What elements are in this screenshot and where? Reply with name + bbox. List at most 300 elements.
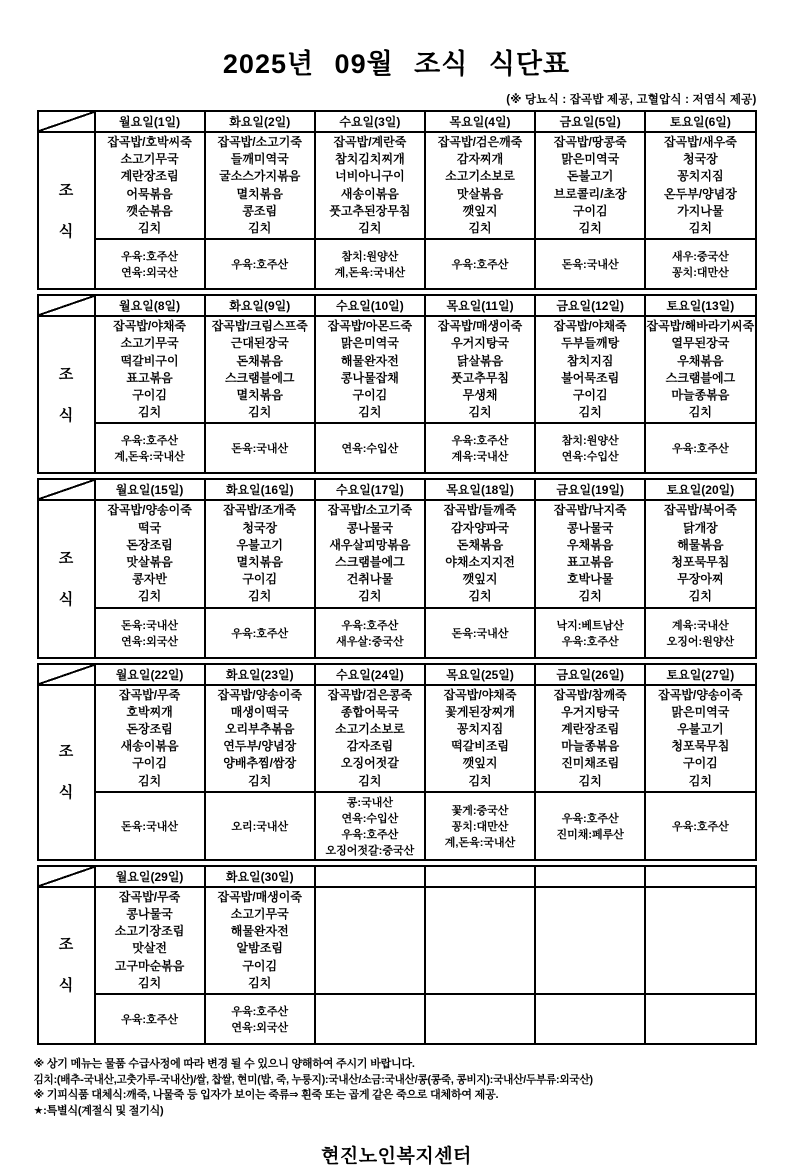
menu-item: 불어묵조림 xyxy=(561,370,620,385)
menu-item: 온두부/양념장 xyxy=(663,186,737,201)
menu-item: 구이김 xyxy=(572,388,608,403)
menu-item: 계란장조림 xyxy=(120,169,179,184)
menu-item: 양배추찜/쌈장 xyxy=(223,756,297,771)
origin-item: 연육:외국산 xyxy=(231,1022,289,1035)
menu-item: 돈채볶음 xyxy=(456,537,504,552)
menu-item: 스크램블에그 xyxy=(335,555,405,570)
week-block-5 xyxy=(37,865,757,1045)
origin-cell xyxy=(645,994,755,1044)
origin-item: 돈육:국내산 xyxy=(121,820,178,833)
menu-item: 꽁치지짐 xyxy=(456,722,504,737)
menu-item: 참치지짐 xyxy=(567,353,614,368)
footnote-origin-info: 김치:(배추-국내산,고춧가루-국내산)/쌀, 찹쌀, 현미(밥, 죽, 누룽지):국내산/소금:국내산/콩(콩죽, 콩비지):국내산/두부류:외국산) xyxy=(33,1073,593,1086)
origin-item: 계,돈육:국내산 xyxy=(334,267,406,280)
menu-item: 호박나물 xyxy=(567,572,614,587)
menu-cell xyxy=(645,500,755,607)
origin-item: 참치:원양산 xyxy=(561,435,619,448)
origin-item: 계육:국내산 xyxy=(671,619,729,632)
menu-item: 김치 xyxy=(358,405,382,420)
meal-type-char: 식 xyxy=(58,591,74,609)
menu-item: 멸치볶음 xyxy=(236,388,283,403)
menu-item: 계란장조림 xyxy=(561,722,620,737)
menu-item: 풋고추된장무침 xyxy=(329,203,411,218)
origin-item: 우육:호주산 xyxy=(451,259,509,272)
meal-type-char: 식 xyxy=(58,222,74,240)
origin-cell xyxy=(535,423,645,473)
day-header: 수요일(24일) xyxy=(315,664,425,685)
menu-item: 콩나물국 xyxy=(126,907,173,922)
menu-item: 잡곡밥/매생이죽 xyxy=(437,319,523,334)
menu-item: 잡곡밥/매생이죽 xyxy=(217,889,302,904)
origin-item: 오리:국내산 xyxy=(231,820,289,833)
menu-item: 우거지탕국 xyxy=(451,336,510,351)
menu-item: 무생채 xyxy=(462,388,498,403)
menu-cell xyxy=(315,887,425,994)
menu-item: 돈불고기 xyxy=(567,169,614,184)
menu-item: 잡곡밥/해바라기씨죽 xyxy=(646,319,755,334)
menu-cell xyxy=(95,316,205,423)
menu-item: 새송이볶음 xyxy=(340,186,399,201)
origin-cell xyxy=(315,423,425,473)
meal-plan-table xyxy=(37,110,757,1045)
origin-item: 돈육:국내산 xyxy=(121,619,178,632)
menu-cell xyxy=(95,500,205,607)
menu-item: 꽁치지짐 xyxy=(677,169,724,184)
day-header: 토요일(27일) xyxy=(645,664,755,685)
menu-item: 김치 xyxy=(137,975,162,990)
menu-item: 우채볶음 xyxy=(677,353,724,368)
menu-item: 마늘종볶음 xyxy=(561,739,620,754)
menu-item: 청포묵무침 xyxy=(671,739,730,754)
menu-item: 해물완자전 xyxy=(340,353,399,368)
footnote-menu-change: ※ 상기 메뉴는 물품 수급사정에 따라 변경 될 수 있으니 양해하여 주시기 바랍니다. xyxy=(33,1058,415,1071)
meal-type-label xyxy=(38,685,95,860)
day-header: 화요일(30일) xyxy=(205,866,315,887)
day-header: 목요일(11일) xyxy=(425,295,535,316)
origin-cell xyxy=(95,608,205,658)
week-block-4 xyxy=(37,663,757,861)
origin-cell xyxy=(205,608,315,658)
menu-cell xyxy=(645,685,755,792)
menu-item: 맛살볶음 xyxy=(456,186,504,201)
menu-item: 김치 xyxy=(358,589,382,604)
origin-cell xyxy=(315,608,425,658)
meal-type-char: 조 xyxy=(58,936,74,954)
menu-cell xyxy=(205,132,315,239)
day-header: 화요일(9일) xyxy=(205,295,315,316)
menu-item: 맛살전 xyxy=(132,941,167,956)
menu-item: 맑은미역국 xyxy=(671,704,730,719)
menu-item: 콩자반 xyxy=(132,572,167,587)
menu-item: 떡국 xyxy=(137,520,162,535)
menu-item: 스크램블에그 xyxy=(224,370,295,385)
footnotes xyxy=(34,1057,760,1119)
menu-item: 소고기무국 xyxy=(120,152,179,167)
menu-cell xyxy=(645,132,755,239)
menu-item: 잡곡밥/검은콩죽 xyxy=(327,687,413,702)
menu-cell xyxy=(425,887,535,994)
menu-item: 종합어묵국 xyxy=(340,704,399,719)
day-header: 목요일(25일) xyxy=(425,664,535,685)
day-header: 토요일(6일) xyxy=(645,111,755,132)
origin-item: 꽁치:대만산 xyxy=(671,267,729,280)
menu-item: 구이김 xyxy=(683,756,718,771)
menu-item: 잡곡밥/야채죽 xyxy=(443,687,517,702)
menu-cell xyxy=(425,500,535,607)
origin-item: 참치:원양산 xyxy=(341,251,399,264)
origin-cell xyxy=(315,239,425,289)
origin-cell xyxy=(645,608,755,658)
menu-item: 감자찌개 xyxy=(456,152,504,167)
origin-item: 오징어젓갈:중국산 xyxy=(325,844,415,857)
menu-item: 김치 xyxy=(578,589,602,604)
origin-item: 연육:외국산 xyxy=(121,635,178,648)
menu-item: 우거지탕국 xyxy=(561,704,620,719)
menu-item: 해물볶음 xyxy=(677,537,724,552)
day-header: 화요일(2일) xyxy=(205,111,315,132)
menu-item: 근대된장국 xyxy=(230,336,289,351)
menu-cell xyxy=(535,316,645,423)
menu-item: 너비아니구이 xyxy=(335,169,405,184)
menu-item: 깻잎지 xyxy=(462,572,498,587)
origin-cell xyxy=(205,423,315,473)
menu-cell xyxy=(425,316,535,423)
menu-item: 김치 xyxy=(248,589,272,604)
menu-item: 들깨미역국 xyxy=(230,152,289,167)
origin-item: 새우살:중국산 xyxy=(336,635,404,648)
week-block-2 xyxy=(37,294,757,474)
menu-item: 깻잎지 xyxy=(462,756,498,771)
menu-item: 콩나물국 xyxy=(567,520,614,535)
menu-item: 깻잎지 xyxy=(462,203,498,218)
menu-item: 김치 xyxy=(137,589,162,604)
menu-item: 잡곡밥/아몬드죽 xyxy=(327,319,413,334)
menu-cell xyxy=(535,500,645,607)
menu-item: 청국장 xyxy=(242,520,278,535)
corner-diagonal-cell xyxy=(38,111,95,132)
menu-item: 김치 xyxy=(248,975,272,990)
day-header: 월요일(15일) xyxy=(95,479,205,500)
day-header xyxy=(535,866,645,887)
origin-item: 우육:호주산 xyxy=(341,828,399,841)
menu-item: 잡곡밥/호박씨죽 xyxy=(107,135,192,149)
menu-item: 굴소스가지볶음 xyxy=(219,169,301,184)
menu-item: 알밤조림 xyxy=(236,941,283,956)
menu-item: 맑은미역국 xyxy=(561,152,620,167)
origin-item: 꽁치:대만산 xyxy=(451,820,509,833)
menu-item: 김치 xyxy=(137,221,162,236)
page-title: 2025년 09월 조식 식단표 xyxy=(222,49,571,79)
menu-item: 잡곡밥/계란죽 xyxy=(333,135,407,149)
origin-item: 우육:호주산 xyxy=(231,1006,289,1019)
menu-item: 잡곡밥/야채죽 xyxy=(113,319,187,334)
menu-cell xyxy=(315,500,425,607)
menu-item: 잡곡밥/소고기죽 xyxy=(217,135,302,149)
meal-type-char: 조 xyxy=(58,365,74,383)
menu-item: 맑은미역국 xyxy=(340,336,399,351)
menu-item: 풋고추무침 xyxy=(451,370,510,385)
menu-item: 우불고기 xyxy=(236,537,283,552)
menu-item: 가지나물 xyxy=(677,203,724,218)
origin-item: 우육:호주산 xyxy=(231,627,289,640)
origin-cell xyxy=(205,239,315,289)
menu-item: 꽃게된장찌개 xyxy=(445,704,515,719)
menu-item: 잡곡밥/새우죽 xyxy=(663,135,737,149)
menu-item: 콩나물국 xyxy=(346,520,394,535)
week-block-1 xyxy=(37,110,757,290)
menu-item: 김치 xyxy=(688,405,712,420)
menu-item: 새송이볶음 xyxy=(120,739,179,754)
menu-item: 맛살볶음 xyxy=(126,555,173,570)
day-header: 화요일(16일) xyxy=(205,479,315,500)
menu-item: 매생이떡국 xyxy=(230,704,289,719)
menu-item: 잡곡밥/야채죽 xyxy=(553,319,627,334)
menu-item: 브로콜리/초장 xyxy=(553,186,627,201)
menu-item: 김치 xyxy=(137,773,162,788)
menu-item: 돈장조림 xyxy=(126,537,173,552)
menu-cell xyxy=(315,316,425,423)
menu-item: 잡곡밥/무죽 xyxy=(118,687,181,702)
day-header: 월요일(29일) xyxy=(95,866,205,887)
day-header: 토요일(20일) xyxy=(645,479,755,500)
menu-cell xyxy=(205,316,315,423)
menu-cell xyxy=(425,132,535,239)
menu-item: 스크램블에그 xyxy=(665,370,736,385)
origin-item: 우육:호주산 xyxy=(451,435,509,448)
menu-item: 소고기무국 xyxy=(120,336,179,351)
origin-cell xyxy=(645,792,755,860)
origin-item: 꽃게:중국산 xyxy=(451,804,509,817)
origin-cell xyxy=(425,608,535,658)
origin-item: 우육:호주산 xyxy=(671,443,729,456)
menu-item: 잡곡밥/검은깨죽 xyxy=(437,135,523,149)
day-header: 금요일(19일) xyxy=(535,479,645,500)
menu-item: 멸치볶음 xyxy=(236,186,283,201)
origin-cell xyxy=(645,423,755,473)
origin-cell xyxy=(425,792,535,860)
menu-item: 해물완자전 xyxy=(230,924,289,939)
origin-cell xyxy=(95,423,205,473)
menu-item: 김치 xyxy=(468,221,492,236)
menu-item: 우불고기 xyxy=(677,722,724,737)
meal-type-char: 조 xyxy=(58,181,74,199)
menu-item: 청포묵무침 xyxy=(671,555,730,570)
menu-item: 오리부추볶음 xyxy=(224,722,295,737)
menu-item: 떡갈비조림 xyxy=(451,739,510,754)
origin-item: 돈육:국내산 xyxy=(561,259,619,272)
meal-type-label xyxy=(38,316,95,473)
day-header: 화요일(23일) xyxy=(205,664,315,685)
menu-item: 야채소지지전 xyxy=(445,555,515,570)
origin-item: 우육:호주산 xyxy=(561,635,619,648)
menu-item: 김치 xyxy=(578,221,602,236)
menu-item: 잡곡밥/땅콩죽 xyxy=(553,135,627,149)
meal-type-label xyxy=(38,887,95,1044)
menu-item: 김치 xyxy=(578,405,602,420)
menu-item: 김치 xyxy=(468,589,492,604)
day-header: 목요일(18일) xyxy=(425,479,535,500)
menu-item: 잡곡밥/무죽 xyxy=(118,889,181,904)
menu-item: 구이김 xyxy=(352,388,388,403)
origin-cell xyxy=(535,608,645,658)
menu-item: 구이김 xyxy=(132,756,167,771)
menu-item: 감자조림 xyxy=(346,739,394,754)
menu-item: 김치 xyxy=(248,405,272,420)
corner-diagonal-cell xyxy=(38,664,95,685)
menu-item: 김치 xyxy=(358,221,382,236)
origin-cell xyxy=(315,994,425,1044)
origin-item: 진미채:페루산 xyxy=(556,828,624,841)
origin-item: 연육:외국산 xyxy=(121,267,178,280)
footnote-special-meal: ★:특별식(계절식 및 절기식) xyxy=(33,1104,164,1117)
origin-cell xyxy=(425,239,535,289)
menu-item: 표고볶음 xyxy=(567,555,614,570)
menu-item: 잡곡밥/양송이죽 xyxy=(217,687,302,702)
origin-cell xyxy=(425,423,535,473)
origin-item: 우육:호주산 xyxy=(121,435,178,448)
corner-diagonal-cell xyxy=(38,479,95,500)
origin-item: 새우:중국산 xyxy=(671,251,729,264)
origin-item: 연육:수입산 xyxy=(561,451,619,464)
origin-cell xyxy=(535,792,645,860)
meal-type-char: 조 xyxy=(58,743,74,761)
menu-item: 돈채볶음 xyxy=(236,353,283,368)
origin-item: 계,돈육:국내산 xyxy=(114,451,185,464)
menu-item: 깻순볶음 xyxy=(126,203,173,218)
origin-cell xyxy=(205,994,315,1044)
menu-item: 두부들깨탕 xyxy=(561,336,620,351)
menu-item: 김치 xyxy=(468,773,492,788)
menu-item: 김치 xyxy=(688,589,712,604)
day-header xyxy=(645,866,755,887)
menu-item: 김치 xyxy=(468,405,492,420)
menu-item: 구이김 xyxy=(242,958,278,973)
origin-item: 돈육:국내산 xyxy=(231,443,289,456)
menu-item: 무장아찌 xyxy=(677,572,724,587)
origin-item: 콩:국내산 xyxy=(346,796,393,809)
origin-cell xyxy=(205,792,315,860)
menu-cell xyxy=(95,685,205,792)
day-header: 금요일(26일) xyxy=(535,664,645,685)
center-name: 현진노인복지센터 xyxy=(321,1146,472,1168)
menu-cell xyxy=(315,685,425,792)
meal-type-char: 식 xyxy=(58,977,74,995)
menu-cell xyxy=(535,887,645,994)
origin-item: 연육:수입산 xyxy=(341,443,399,456)
day-header: 토요일(13일) xyxy=(645,295,755,316)
day-header xyxy=(425,866,535,887)
meal-type-char: 식 xyxy=(58,784,74,802)
origin-item: 우육:호주산 xyxy=(341,619,399,632)
menu-item: 잡곡밥/참깨죽 xyxy=(553,687,627,702)
day-header: 월요일(8일) xyxy=(95,295,205,316)
menu-item: 구이김 xyxy=(572,203,608,218)
menu-item: 소고기장조림 xyxy=(114,924,185,939)
menu-item: 떡갈비구이 xyxy=(120,353,179,368)
origin-item: 오징어:원양산 xyxy=(666,635,735,648)
menu-item: 청국장 xyxy=(683,152,718,167)
corner-diagonal-cell xyxy=(38,866,95,887)
menu-cell xyxy=(95,132,205,239)
origin-item: 연육:수입산 xyxy=(341,812,399,825)
menu-item: 소고기소보로 xyxy=(335,722,405,737)
menu-item: 콩조림 xyxy=(242,203,278,218)
menu-item: 닭살볶음 xyxy=(456,353,504,368)
menu-cell xyxy=(205,685,315,792)
meal-type-char: 식 xyxy=(58,406,74,424)
menu-item: 잡곡밥/들깨죽 xyxy=(443,503,517,518)
menu-item: 고구마순볶음 xyxy=(114,958,185,973)
menu-item: 돈장조림 xyxy=(126,722,173,737)
origin-item: 우육:호주산 xyxy=(121,1014,178,1027)
day-header: 월요일(22일) xyxy=(95,664,205,685)
week-block-3 xyxy=(37,478,757,658)
day-header: 수요일(17일) xyxy=(315,479,425,500)
meal-type-char: 조 xyxy=(58,550,74,568)
menu-item: 열무된장국 xyxy=(671,336,730,351)
menu-item: 구이김 xyxy=(242,572,278,587)
day-header: 금요일(5일) xyxy=(535,111,645,132)
menu-item: 콩나물잡채 xyxy=(340,370,399,385)
menu-item: 잡곡밥/북어죽 xyxy=(663,503,737,518)
menu-item: 잡곡밥/양송이죽 xyxy=(658,687,743,702)
menu-cell xyxy=(535,685,645,792)
origin-item: 우육:호주산 xyxy=(561,812,619,825)
diet-note-subtitle: (※ 당뇨식 : 잡곡밥 제공, 고혈압식 : 저염식 제공) xyxy=(506,94,757,106)
origin-item: 우육:호주산 xyxy=(231,259,289,272)
menu-item: 김치 xyxy=(578,773,602,788)
menu-item: 잡곡밥/낙지죽 xyxy=(553,503,627,518)
menu-item: 호박찌개 xyxy=(126,704,173,719)
origin-item: 계,돈육:국내산 xyxy=(444,836,516,849)
menu-item: 김치 xyxy=(358,773,382,788)
corner-diagonal-cell xyxy=(38,295,95,316)
day-header: 월요일(1일) xyxy=(95,111,205,132)
origin-item: 우육:호주산 xyxy=(121,251,178,264)
menu-item: 김치 xyxy=(248,221,272,236)
meal-type-label xyxy=(38,132,95,289)
menu-item: 소고기무국 xyxy=(230,907,289,922)
origin-cell xyxy=(425,994,535,1044)
menu-item: 닭개장 xyxy=(683,520,718,535)
menu-item: 건취나물 xyxy=(346,572,394,587)
origin-item: 돈육:국내산 xyxy=(451,627,509,640)
origin-item: 낙지:베트남산 xyxy=(556,619,624,632)
menu-item: 김치 xyxy=(137,405,162,420)
menu-cell xyxy=(425,685,535,792)
menu-cell xyxy=(315,132,425,239)
menu-cell xyxy=(95,887,205,994)
meal-type-label xyxy=(38,500,95,657)
menu-item: 마늘종볶음 xyxy=(671,388,730,403)
menu-item: 잡곡밥/크림스프죽 xyxy=(211,319,308,334)
menu-cell xyxy=(645,316,755,423)
origin-item: 우육:호주산 xyxy=(671,820,729,833)
menu-item: 진미채조림 xyxy=(561,756,620,771)
menu-item: 어묵볶음 xyxy=(126,186,173,201)
menu-cell xyxy=(205,500,315,607)
menu-item: 소고기소보로 xyxy=(445,169,515,184)
menu-item: 잡곡밥/소고기죽 xyxy=(327,503,413,518)
day-header: 금요일(12일) xyxy=(535,295,645,316)
menu-item: 잡곡밥/양송이죽 xyxy=(107,503,192,518)
origin-cell xyxy=(535,239,645,289)
origin-item: 계육:국내산 xyxy=(451,451,509,464)
menu-item: 오징어젓갈 xyxy=(340,756,399,771)
day-header xyxy=(315,866,425,887)
menu-item: 새우살피망볶음 xyxy=(329,537,411,552)
menu-item: 잡곡밥/조개죽 xyxy=(223,503,297,518)
